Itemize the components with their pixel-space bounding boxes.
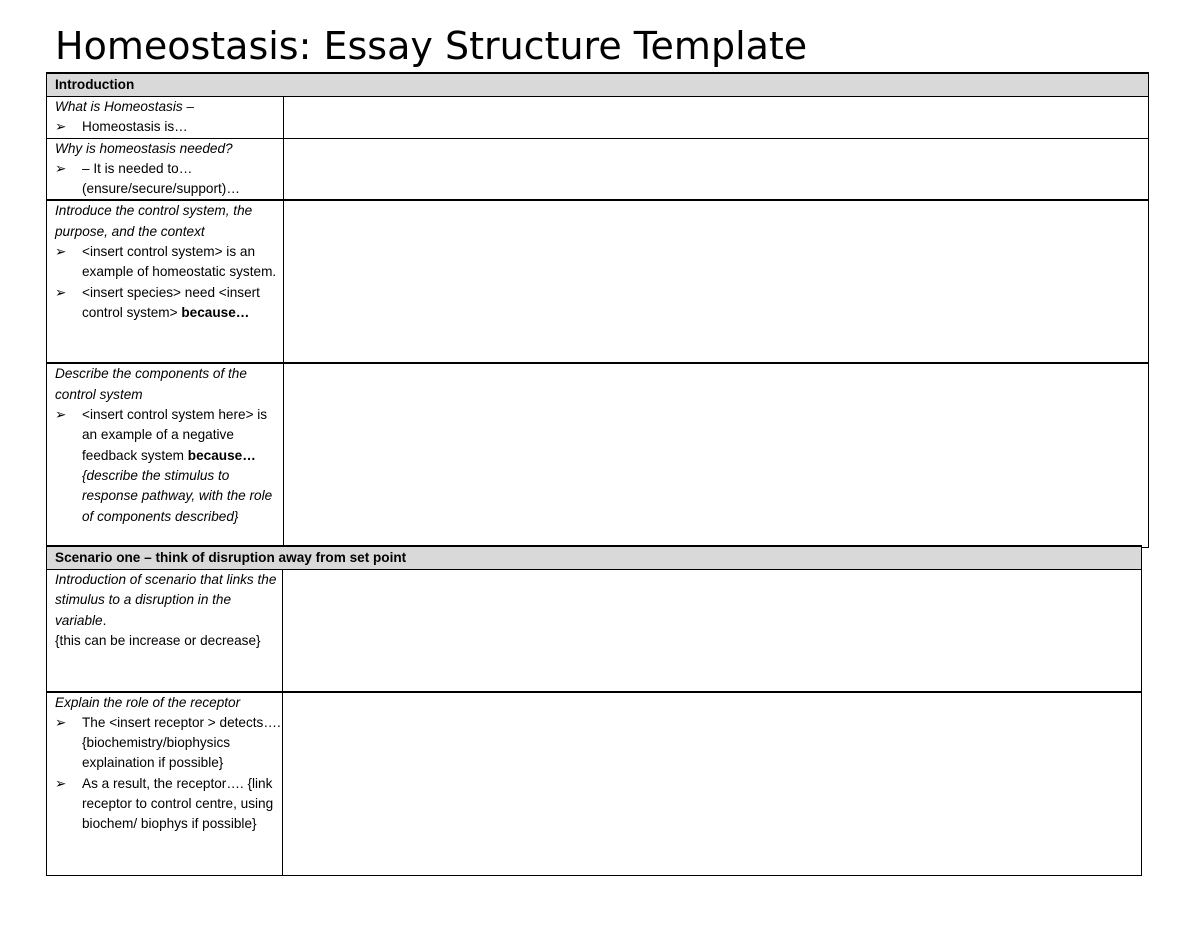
answer-cell[interactable]	[283, 692, 1142, 876]
introduction-table	[46, 72, 1149, 548]
prompt-cell	[47, 692, 283, 876]
answer-cell[interactable]	[284, 363, 1149, 547]
prompt-text: Explain the role of the receptor	[55, 694, 241, 710]
document-title: Homeostasis: Essay Structure Template	[55, 24, 808, 68]
scenario-one-table	[46, 545, 1142, 876]
prompt-cell	[47, 97, 284, 139]
bullet-text: <insert species> need <insert control system>	[82, 284, 260, 320]
prompt-cell	[47, 570, 283, 692]
arrow-bullet-icon: ➢	[55, 244, 67, 260]
prompt-text: Introduction of scenario that links the stimulus to a disruption in the variable	[55, 572, 277, 628]
list-item	[55, 283, 283, 324]
prompt-text: Introduce the control system, the purpose, and the context	[55, 203, 253, 239]
arrow-bullet-icon: ➢	[55, 714, 67, 730]
section-heading-scenario-one: Scenario one – think of disruption away from set point	[47, 546, 1142, 570]
prompt-cell	[47, 363, 284, 547]
prompt-text: Why is homeostasis needed?	[55, 140, 233, 156]
prompt-text: Describe the components of the control system	[55, 366, 247, 402]
list-item	[55, 405, 283, 527]
list-item	[55, 159, 283, 200]
list-item	[55, 774, 282, 835]
bullet-text: Homeostasis is…	[82, 119, 188, 135]
bullet-text: The <insert receptor > detects…. {biochemistry/biophysics explaination if possible}	[82, 714, 281, 771]
bullet-text: – It is needed to… (ensure/secure/support)…	[82, 160, 240, 197]
bullet-text: As a result, the receptor…. {link receptor to control centre, using biochem/ biophys if possible}	[82, 775, 274, 832]
answer-cell[interactable]	[284, 200, 1149, 363]
bullet-bold-text: because…	[181, 304, 250, 320]
list-item	[55, 713, 282, 774]
answer-cell[interactable]	[284, 138, 1149, 200]
bullet-italic-text: {describe the stimulus to response pathway, with the role of components described}	[82, 467, 273, 524]
prompt-cell	[47, 200, 284, 363]
bullet-text: <insert control system here> is an example of a negative feedback system	[82, 407, 268, 463]
bullet-bold-text: because…	[187, 447, 256, 463]
prompt-cell	[47, 138, 284, 200]
section-heading-introduction: Introduction	[47, 73, 1149, 97]
arrow-bullet-icon: ➢	[55, 775, 67, 791]
list-item	[55, 242, 283, 283]
arrow-bullet-icon: ➢	[55, 160, 67, 176]
answer-cell[interactable]	[283, 570, 1142, 692]
arrow-bullet-icon: ➢	[55, 119, 67, 135]
arrow-bullet-icon: ➢	[55, 407, 67, 423]
bullet-text: <insert control system> is an example of homeostatic system.	[82, 244, 277, 280]
note-text: {this can be increase or decrease}	[55, 632, 261, 648]
list-item	[55, 117, 283, 137]
prompt-period: .	[102, 612, 107, 628]
prompt-text: What is Homeostasis –	[55, 99, 195, 114]
answer-cell[interactable]	[284, 97, 1149, 139]
arrow-bullet-icon: ➢	[55, 284, 67, 300]
